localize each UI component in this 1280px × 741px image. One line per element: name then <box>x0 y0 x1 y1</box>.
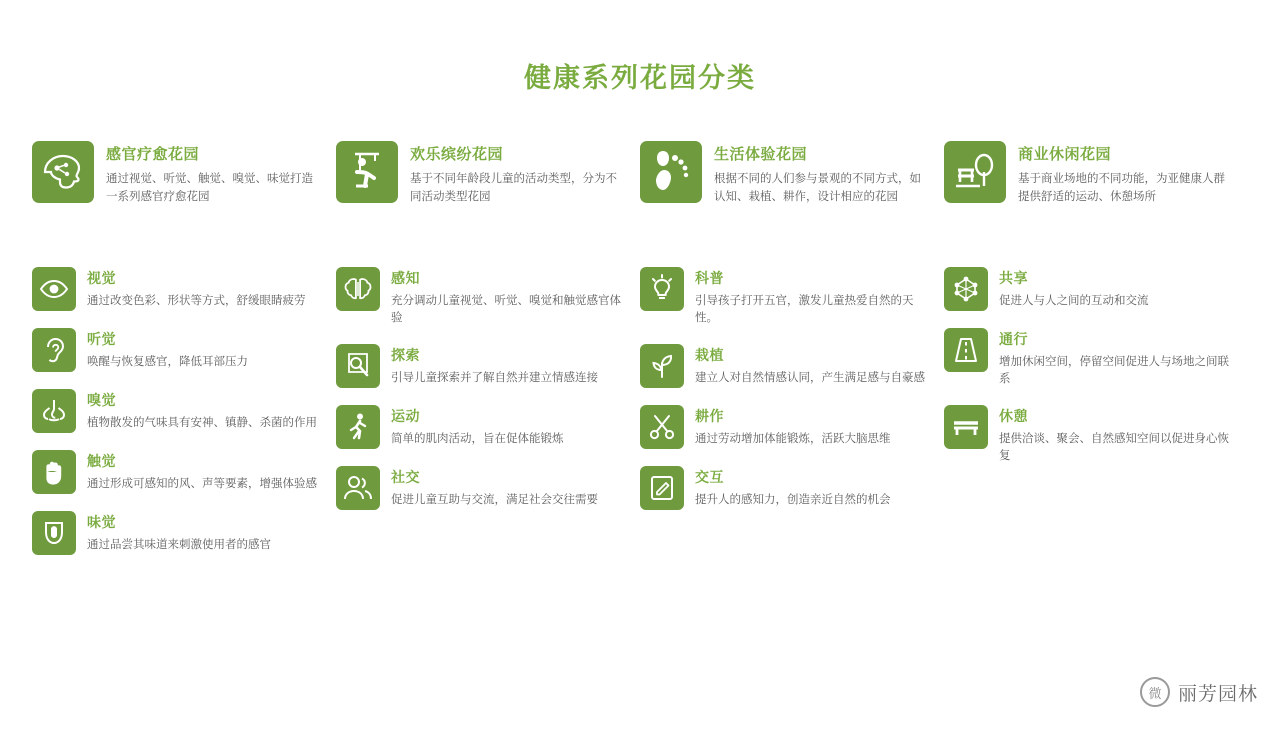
list-item-desc: 增加休闲空间，停留空间促进人与场地之间联系 <box>999 354 1229 386</box>
list-item-desc: 促进儿童互助与交流，满足社会交往需要 <box>391 491 598 506</box>
watermark-text: 丽芳园林 <box>1177 682 1258 705</box>
list-item[interactable] <box>640 344 926 388</box>
list-item[interactable] <box>944 405 1230 465</box>
category-card[interactable] <box>32 141 318 245</box>
list-item-desc: 充分调动儿童视觉、听觉、嗅觉和触觉感官体验 <box>391 293 621 325</box>
list-item-desc: 植物散发的气味具有安神、镇静、杀菌的作用 <box>87 415 317 429</box>
category-text <box>410 141 622 206</box>
list-item-text <box>999 267 1230 309</box>
hand-icon <box>32 450 76 494</box>
magnifier-icon <box>336 344 380 388</box>
column-play <box>336 141 640 572</box>
list-item-text <box>391 344 622 386</box>
category-card[interactable] <box>640 141 926 245</box>
wechat-badge-label: 微 <box>1148 686 1162 702</box>
list-item-text <box>87 267 318 309</box>
list-item-desc: 通过改变色彩、形状等方式，舒缓眼睛疲劳 <box>87 293 306 307</box>
nose-icon <box>32 389 76 433</box>
category-title: 感官疗愈花园 <box>106 145 200 163</box>
list-item-title: 听觉 <box>87 332 116 348</box>
list-item-title: 科普 <box>695 271 724 287</box>
list-item-title: 交互 <box>695 469 724 486</box>
list-item-text <box>87 511 318 553</box>
list-item[interactable] <box>336 344 622 388</box>
category-text <box>1018 141 1230 206</box>
bench-icon <box>944 405 988 449</box>
category-desc: 根据不同的人们参与景观的不同方式，如认知、栽植、耕作，设计相应的花园 <box>714 171 921 203</box>
category-desc: 通过视觉、听觉、触觉、嗅觉、味觉打造一系列感官疗愈花园 <box>106 171 313 203</box>
column-life-experience <box>640 141 944 572</box>
ear-icon <box>32 328 76 372</box>
people-icon <box>336 466 380 510</box>
list-item[interactable] <box>336 267 622 327</box>
category-columns <box>0 95 1280 572</box>
category-text <box>106 141 318 206</box>
list-item-text <box>695 405 926 447</box>
list-item-title: 感知 <box>391 271 420 287</box>
list-item-text <box>999 405 1230 465</box>
list-item[interactable] <box>640 466 926 510</box>
wechat-badge-icon <box>1140 677 1170 707</box>
list-item[interactable] <box>32 267 318 311</box>
list-item[interactable] <box>336 466 622 510</box>
list-item-desc: 简单的肌肉活动，旨在促体能锻炼 <box>391 430 564 445</box>
list-item-title: 味觉 <box>87 515 116 531</box>
list-item-text <box>695 344 926 386</box>
list-item[interactable] <box>944 267 1230 311</box>
list-item-title: 嗅觉 <box>87 393 116 409</box>
list-item-text <box>391 267 622 327</box>
list-item-desc: 建立人对自然情感认同，产生满足感与自豪感 <box>695 369 925 384</box>
tablet-pen-icon <box>640 466 684 510</box>
list-item[interactable] <box>640 267 926 327</box>
category-title: 生活体验花园 <box>714 145 808 163</box>
page-title: 健康系列花园分类 <box>524 63 756 94</box>
sub-item-list <box>944 267 1230 464</box>
list-item-desc: 通过品尝其味道来刺激使用者的感官 <box>87 537 271 551</box>
list-item-title: 运动 <box>391 408 420 425</box>
sub-item-list <box>32 267 318 555</box>
list-item-text <box>999 328 1230 388</box>
running-icon <box>336 405 380 449</box>
list-item-title: 共享 <box>999 271 1028 287</box>
list-item-title: 栽植 <box>695 347 724 364</box>
list-item-title: 社交 <box>391 469 420 486</box>
list-item[interactable] <box>336 405 622 449</box>
swing-play-icon <box>336 141 398 203</box>
footprint-icon <box>640 141 702 203</box>
list-item-desc: 引导孩子打开五官，激发儿童热爱自然的天性。 <box>695 293 914 325</box>
lightbulb-icon <box>640 267 684 311</box>
list-item[interactable] <box>32 511 318 555</box>
park-bench-tree-icon <box>944 141 1006 203</box>
category-desc: 基于不同年龄段儿童的活动类型，分为不同活动类型花园 <box>410 171 617 203</box>
category-title: 商业休闲花园 <box>1018 145 1112 163</box>
scissors-icon <box>640 405 684 449</box>
list-item-desc: 通过劳动增加体能锻炼，活跃大脑思维 <box>695 430 891 445</box>
network-share-icon <box>944 267 988 311</box>
category-desc: 基于商业场地的不同功能，为亚健康人群提供舒适的运动、休憩场所 <box>1018 171 1225 203</box>
brain-icon <box>336 267 380 311</box>
list-item-desc: 提升人的感知力，创造亲近自然的机会 <box>695 491 891 506</box>
tongue-icon <box>32 511 76 555</box>
list-item-title: 通行 <box>999 332 1028 348</box>
list-item-title: 视觉 <box>87 271 116 287</box>
list-item-text <box>391 466 622 508</box>
category-title: 欢乐缤纷花园 <box>410 145 504 163</box>
head-sensory-icon <box>32 141 94 203</box>
list-item[interactable] <box>32 389 318 433</box>
category-card[interactable] <box>336 141 622 245</box>
list-item-text <box>695 466 926 508</box>
category-card[interactable] <box>944 141 1230 245</box>
list-item[interactable] <box>640 405 926 449</box>
list-item-title: 触觉 <box>87 454 116 470</box>
list-item-title: 耕作 <box>695 408 724 425</box>
list-item[interactable] <box>32 450 318 494</box>
list-item[interactable] <box>32 328 318 372</box>
list-item-desc: 唤醒与恢复感官，降低耳部压力 <box>87 354 248 368</box>
list-item-title: 探索 <box>391 347 420 364</box>
sub-item-list <box>640 267 926 510</box>
list-item-desc: 提供洽谈、聚会、自然感知空间以促进身心恢复 <box>999 430 1229 462</box>
list-item-desc: 促进人与人之间的互动和交流 <box>999 293 1149 307</box>
category-text <box>714 141 926 206</box>
road-icon <box>944 328 988 372</box>
list-item[interactable] <box>944 328 1230 388</box>
watermark <box>1140 677 1258 707</box>
column-commercial-leisure <box>944 141 1248 572</box>
list-item-desc: 引导儿童探索并了解自然并建立情感连接 <box>391 369 598 384</box>
list-item-text <box>87 389 318 431</box>
list-item-text <box>87 328 318 370</box>
list-item-text <box>695 267 926 327</box>
sub-item-list <box>336 267 622 510</box>
list-item-title: 休憩 <box>999 408 1028 425</box>
list-item-text <box>87 450 318 492</box>
list-item-desc: 通过形成可感知的风、声等要素，增强体验感 <box>87 476 317 490</box>
sprout-icon <box>640 344 684 388</box>
column-sensory <box>32 141 336 572</box>
eye-icon <box>32 267 76 311</box>
list-item-text <box>391 405 622 447</box>
